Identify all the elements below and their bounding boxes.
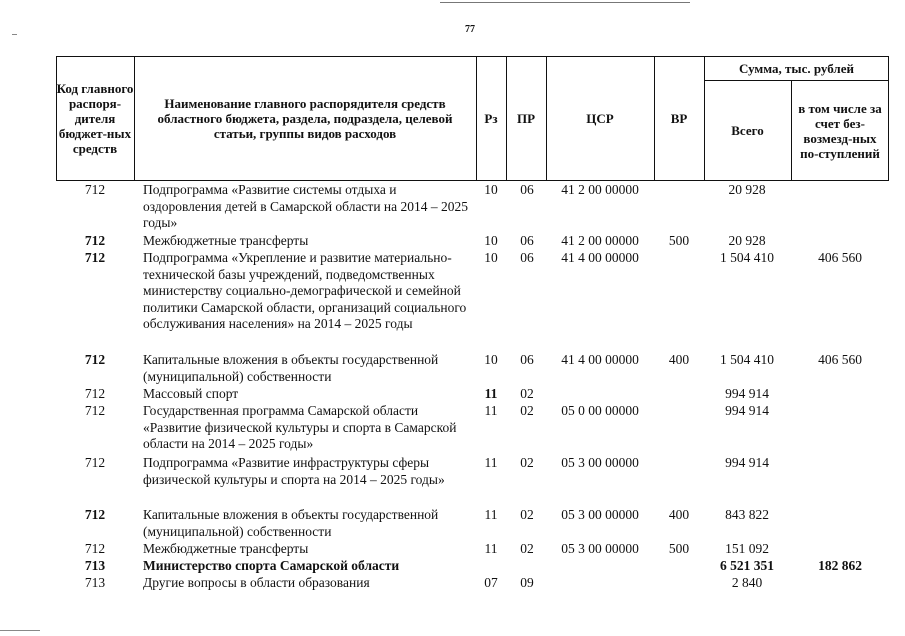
cell-rz: 11: [484, 455, 498, 470]
cell-csr: 41 4 00 00000: [561, 352, 639, 367]
cell-total: 20 928: [728, 182, 766, 197]
header-vr: ВР: [670, 111, 688, 126]
cell-csr: 41 2 00 00000: [561, 182, 639, 197]
cell-name: Государственная программа Самарской области «Развитие физической культуры и спорта в Самарской области на 2014 – 2025 годы»: [143, 403, 457, 451]
cell-rz: 07: [484, 575, 498, 590]
cell-total: 151 092: [725, 541, 769, 556]
cell-name: Подпрограмма «Укрепление и развитие материально-технической базы учреждений, подведомственных министерству социально-демографической и семейной политики Самарской области, организаций социального обслуживания населения» на 2014 – 2025 годы: [143, 250, 467, 331]
cell-pr: 06: [520, 182, 534, 197]
header-rz: Рз: [484, 111, 498, 126]
cell-total: 994 914: [725, 403, 769, 418]
cell-kod: 712: [84, 386, 106, 401]
header-csr: ЦСР: [586, 111, 614, 126]
header-kod: Код главного распоря-дителя бюджет-ных средств: [56, 81, 134, 156]
cell-pr: 02: [520, 541, 534, 556]
cell-name: Министерство спорта Самарской области: [143, 558, 400, 573]
header-total: Всего: [731, 123, 764, 138]
cell-kod: 712: [84, 507, 106, 522]
top-rule: [440, 2, 690, 3]
cell-total: 994 914: [725, 455, 769, 470]
cell-total: 843 822: [725, 507, 769, 522]
cell-vr: 400: [668, 507, 690, 522]
cell-rz: 10: [484, 182, 498, 197]
cell-csr: 05 3 00 00000: [561, 507, 639, 522]
cell-free: 406 560: [818, 352, 862, 367]
cell-name: Межбюджетные трансферты: [143, 541, 309, 556]
cell-pr: 02: [520, 403, 534, 418]
cell-kod: 713: [84, 575, 106, 590]
cell-pr: 09: [520, 575, 534, 590]
cell-rz: 11: [484, 386, 498, 401]
cell-kod: 712: [84, 233, 106, 248]
bottom-rule: [0, 630, 40, 631]
cell-kod: 712: [84, 250, 106, 265]
header-sum: Сумма, тыс. рублей: [739, 60, 854, 76]
cell-rz: 10: [484, 250, 498, 265]
cell-name: Подпрограмма «Развитие системы отдыха и оздоровления детей в Самарской области на 2014 – 2025 годы»: [143, 182, 469, 230]
cell-pr: 02: [520, 386, 534, 401]
cell-total: 994 914: [725, 386, 769, 401]
cell-name: Другие вопросы в области образования: [143, 575, 370, 590]
cell-kod: 712: [84, 182, 106, 197]
cell-pr: 02: [520, 455, 534, 470]
cell-total: 2 840: [731, 575, 763, 590]
cell-csr: 41 4 00 00000: [561, 250, 639, 265]
cell-total: 1 504 410: [720, 250, 774, 265]
cell-pr: 02: [520, 507, 534, 522]
header-pr: ПР: [516, 111, 536, 126]
cell-name: Массовый спорт: [143, 386, 239, 401]
cell-kod: 712: [84, 455, 106, 470]
cell-pr: 06: [520, 233, 534, 248]
cell-free: 182 862: [818, 558, 862, 573]
cell-pr: 06: [520, 352, 534, 367]
margin-mark: [12, 34, 17, 35]
cell-pr: 06: [520, 250, 534, 265]
cell-csr: 05 0 00 00000: [561, 403, 639, 418]
cell-total: 6 521 351: [720, 558, 774, 573]
cell-rz: 11: [484, 403, 498, 418]
cell-kod: 713: [84, 558, 106, 573]
cell-csr: 05 3 00 00000: [561, 541, 639, 556]
cell-name: Межбюджетные трансферты: [143, 233, 309, 248]
header-incl: в том числе за счет без-возмезд-ных по-ступлений: [798, 100, 882, 161]
cell-rz: 10: [484, 352, 498, 367]
cell-name: Подпрограмма «Развитие инфраструктуры сферы физической культуры и спорта на 2014 – 2025 годы»: [143, 455, 445, 487]
cell-name: Капитальные вложения в объекты государственной (муниципальной) собственности: [143, 507, 439, 539]
cell-vr: 400: [668, 352, 690, 367]
cell-vr: 500: [668, 541, 690, 556]
cell-rz: 11: [484, 507, 498, 522]
cell-kod: 712: [84, 403, 106, 418]
cell-free: 406 560: [818, 250, 862, 265]
cell-vr: 500: [668, 233, 690, 248]
cell-csr: 41 2 00 00000: [561, 233, 639, 248]
cell-rz: 10: [484, 233, 498, 248]
table-header: [56, 56, 889, 181]
cell-kod: 712: [84, 541, 106, 556]
cell-total: 20 928: [728, 233, 766, 248]
cell-kod: 712: [84, 352, 106, 367]
page-number: 77: [465, 24, 475, 35]
cell-total: 1 504 410: [720, 352, 774, 367]
cell-name: Капитальные вложения в объекты государственной (муниципальной) собственности: [143, 352, 439, 384]
header-name: Наименование главного распорядителя средств областного бюджета, раздела, подраздела, целевой статьи, группы видов расходов: [157, 96, 453, 141]
cell-rz: 11: [484, 541, 498, 556]
cell-csr: 05 3 00 00000: [561, 455, 639, 470]
